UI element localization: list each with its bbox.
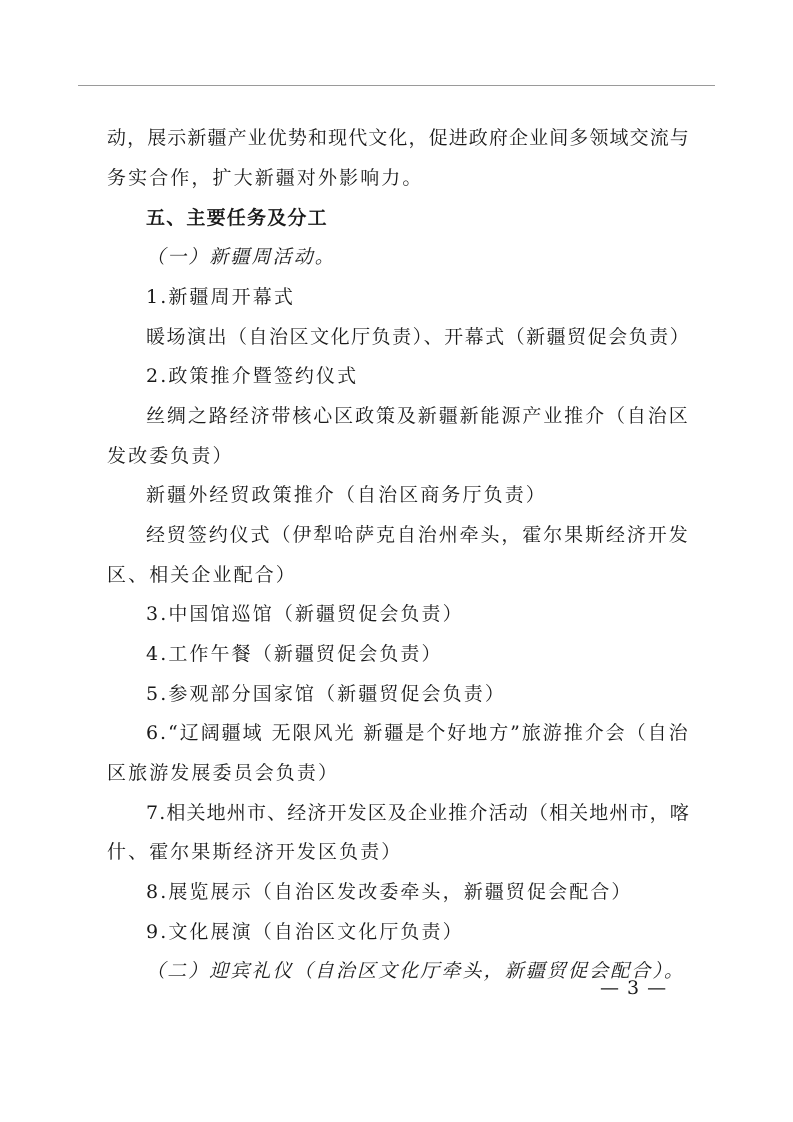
section-heading: 五、主要任务及分工 — [146, 207, 328, 229]
body-line: 区、相关企业配合） — [107, 564, 297, 586]
body-line: 区旅游发展委员会负责） — [107, 762, 340, 784]
body-line: 暖场演出（自治区文化厅负责）、开幕式（新疆贸促会负责） — [146, 326, 691, 348]
body-line: 5.参观部分国家馆（新疆贸促会负责） — [146, 683, 506, 705]
body-line: 2.政策推介暨签约仪式 — [146, 365, 359, 387]
header-rule — [78, 85, 715, 86]
body-line: 7.相关地州市、经济开发区及企业推介活动（相关地州市，喀 — [146, 802, 690, 824]
body-line: 9.文化展演（自治区文化厅负责） — [146, 921, 464, 943]
body-line: 3.中国馆巡馆（新疆贸促会负责） — [146, 603, 464, 625]
subsection-heading: （一）新疆周活动。 — [146, 246, 336, 268]
body-line: 动，展示新疆产业优势和现代文化，促进政府企业间多领域交流与 — [107, 127, 690, 149]
subsection-heading: （二）迎宾礼仪（自治区文化厅牵头，新疆贸促会配合）。 — [146, 960, 686, 982]
body-line: 6.“辽阔疆域 无限风光 新疆是个好地方”旅游推介会（自治 — [146, 722, 690, 744]
page-number: — 3 — — [600, 977, 668, 999]
body-line: 发改委负责） — [107, 445, 234, 467]
body-line: 1.新疆周开幕式 — [146, 286, 295, 308]
body-line: 新疆外经贸政策推介（自治区商务厅负责） — [146, 484, 547, 506]
body-line: 丝绸之路经济带核心区政策及新疆新能源产业推介（自治区 — [146, 405, 690, 427]
body-line: 务实合作，扩大新疆对外影响力。 — [107, 167, 424, 189]
body-line: 经贸签约仪式（伊犁哈萨克自治州牵头，霍尔果斯经济开发 — [146, 524, 690, 546]
body-line: 什、霍尔果斯经济开发区负责） — [107, 841, 403, 863]
body-line: 8.展览展示（自治区发改委牵头，新疆贸促会配合） — [146, 881, 633, 903]
body-line: 4.工作午餐（新疆贸促会负责） — [146, 643, 443, 665]
